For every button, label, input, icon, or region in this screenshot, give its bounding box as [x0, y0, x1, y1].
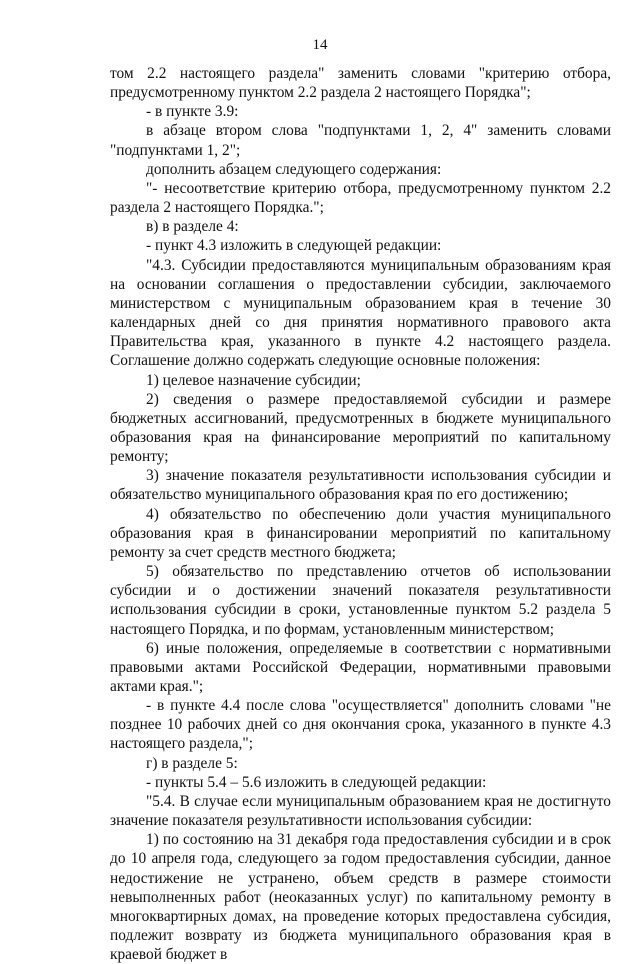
list-item: 3) значение показателя результативности использования субсидии и обязательство муниципального образования края по его достижению;: [110, 467, 611, 504]
paragraph-continuation: том 2.2 настоящего раздела" заменить словами "критерию отбора, предусмотренному пунктом 2.2 раздела 2 настоящего Порядка";: [110, 65, 611, 102]
paragraph: - в пункте 3.9:: [146, 103, 239, 121]
list-item: 1) целевое назначение субсидии;: [146, 371, 361, 389]
paragraph: - пункт 4.3 изложить в следующей редакции:: [146, 237, 442, 255]
paragraph: в) в разделе 4:: [146, 218, 239, 236]
paragraph: - в пункте 4.4 после слова "осуществляется" дополнить словами "не позднее 10 рабочих дней со дня окончания срока, указанного в пункте 4.3 настоящего раздела,";: [110, 697, 611, 753]
document-text: [110, 64, 611, 964]
list-item: 6) иные положения, определяемые в соответствии с нормативными правовыми актами Российской Федерации, нормативными правовыми актами края.";: [110, 639, 611, 695]
list-item: 5) обязательство по представлению отчетов об использовании субсидии и о достижении значений показателя результативности использования субсидии в сроки, установленные пунктом 5.2 раздела 5 настоящего Порядка, и по формам, установленным министерством;: [110, 563, 611, 638]
list-item: 2) сведения о размере предоставляемой субсидии и размере бюджетных ассигнований, предусмотренных в бюджете муниципального образования края на финансирование мероприятий по капитальному ремонту;: [110, 390, 611, 466]
paragraph: - пункты 5.4 – 5.6 изложить в следующей редакции:: [146, 773, 487, 791]
list-item: 4) обязательство по обеспечению доли участия муниципального образования края в финансировании мероприятий по капитальному ремонту за счет средств местного бюджета;: [110, 505, 611, 561]
list-item: 1) по состоянию на 31 декабря года предоставления субсидии и в срок до 10 апреля года, следующего за годом предоставления субсидии, данное недостижение не устранено, объем средств в размере стоимости невыполненных работ (неоказанных услуг) по капитальному ремонту в многоквартирных домах, на проведение которых предоставлена субсидия, подлежит возврату из бюджета муниципального образования края в краевой бюджет в: [110, 831, 611, 964]
paragraph: г) в разделе 5:: [146, 754, 238, 772]
paragraph: "4.3. Субсидии предоставляются муниципальным образованиям края на основании соглашения о предоставлении субсидии, заключаемого министерством с муниципальным образованием края в течение 30 календарных дней со дня принятия нормативного правового акта Правительства края, указанного в пункте 4.2 настоящего раздела. Соглашение должно содержать следующие основные положения:: [110, 256, 611, 370]
paragraph: дополнить абзацем следующего содержания:: [146, 160, 442, 178]
paragraph: в абзаце втором слова "подпунктами 1, 2, 4" заменить словами "подпунктами 1, 2";: [110, 122, 611, 159]
paragraph: "- несоответствие критерию отбора, предусмотренному пунктом 2.2 раздела 2 настоящего Порядка.";: [110, 179, 611, 217]
paragraph: "5.4. В случае если муниципальным образованием края не достигнуто значение показателя результативности использования субсидии:: [110, 792, 611, 830]
page-number: 14: [312, 37, 328, 53]
